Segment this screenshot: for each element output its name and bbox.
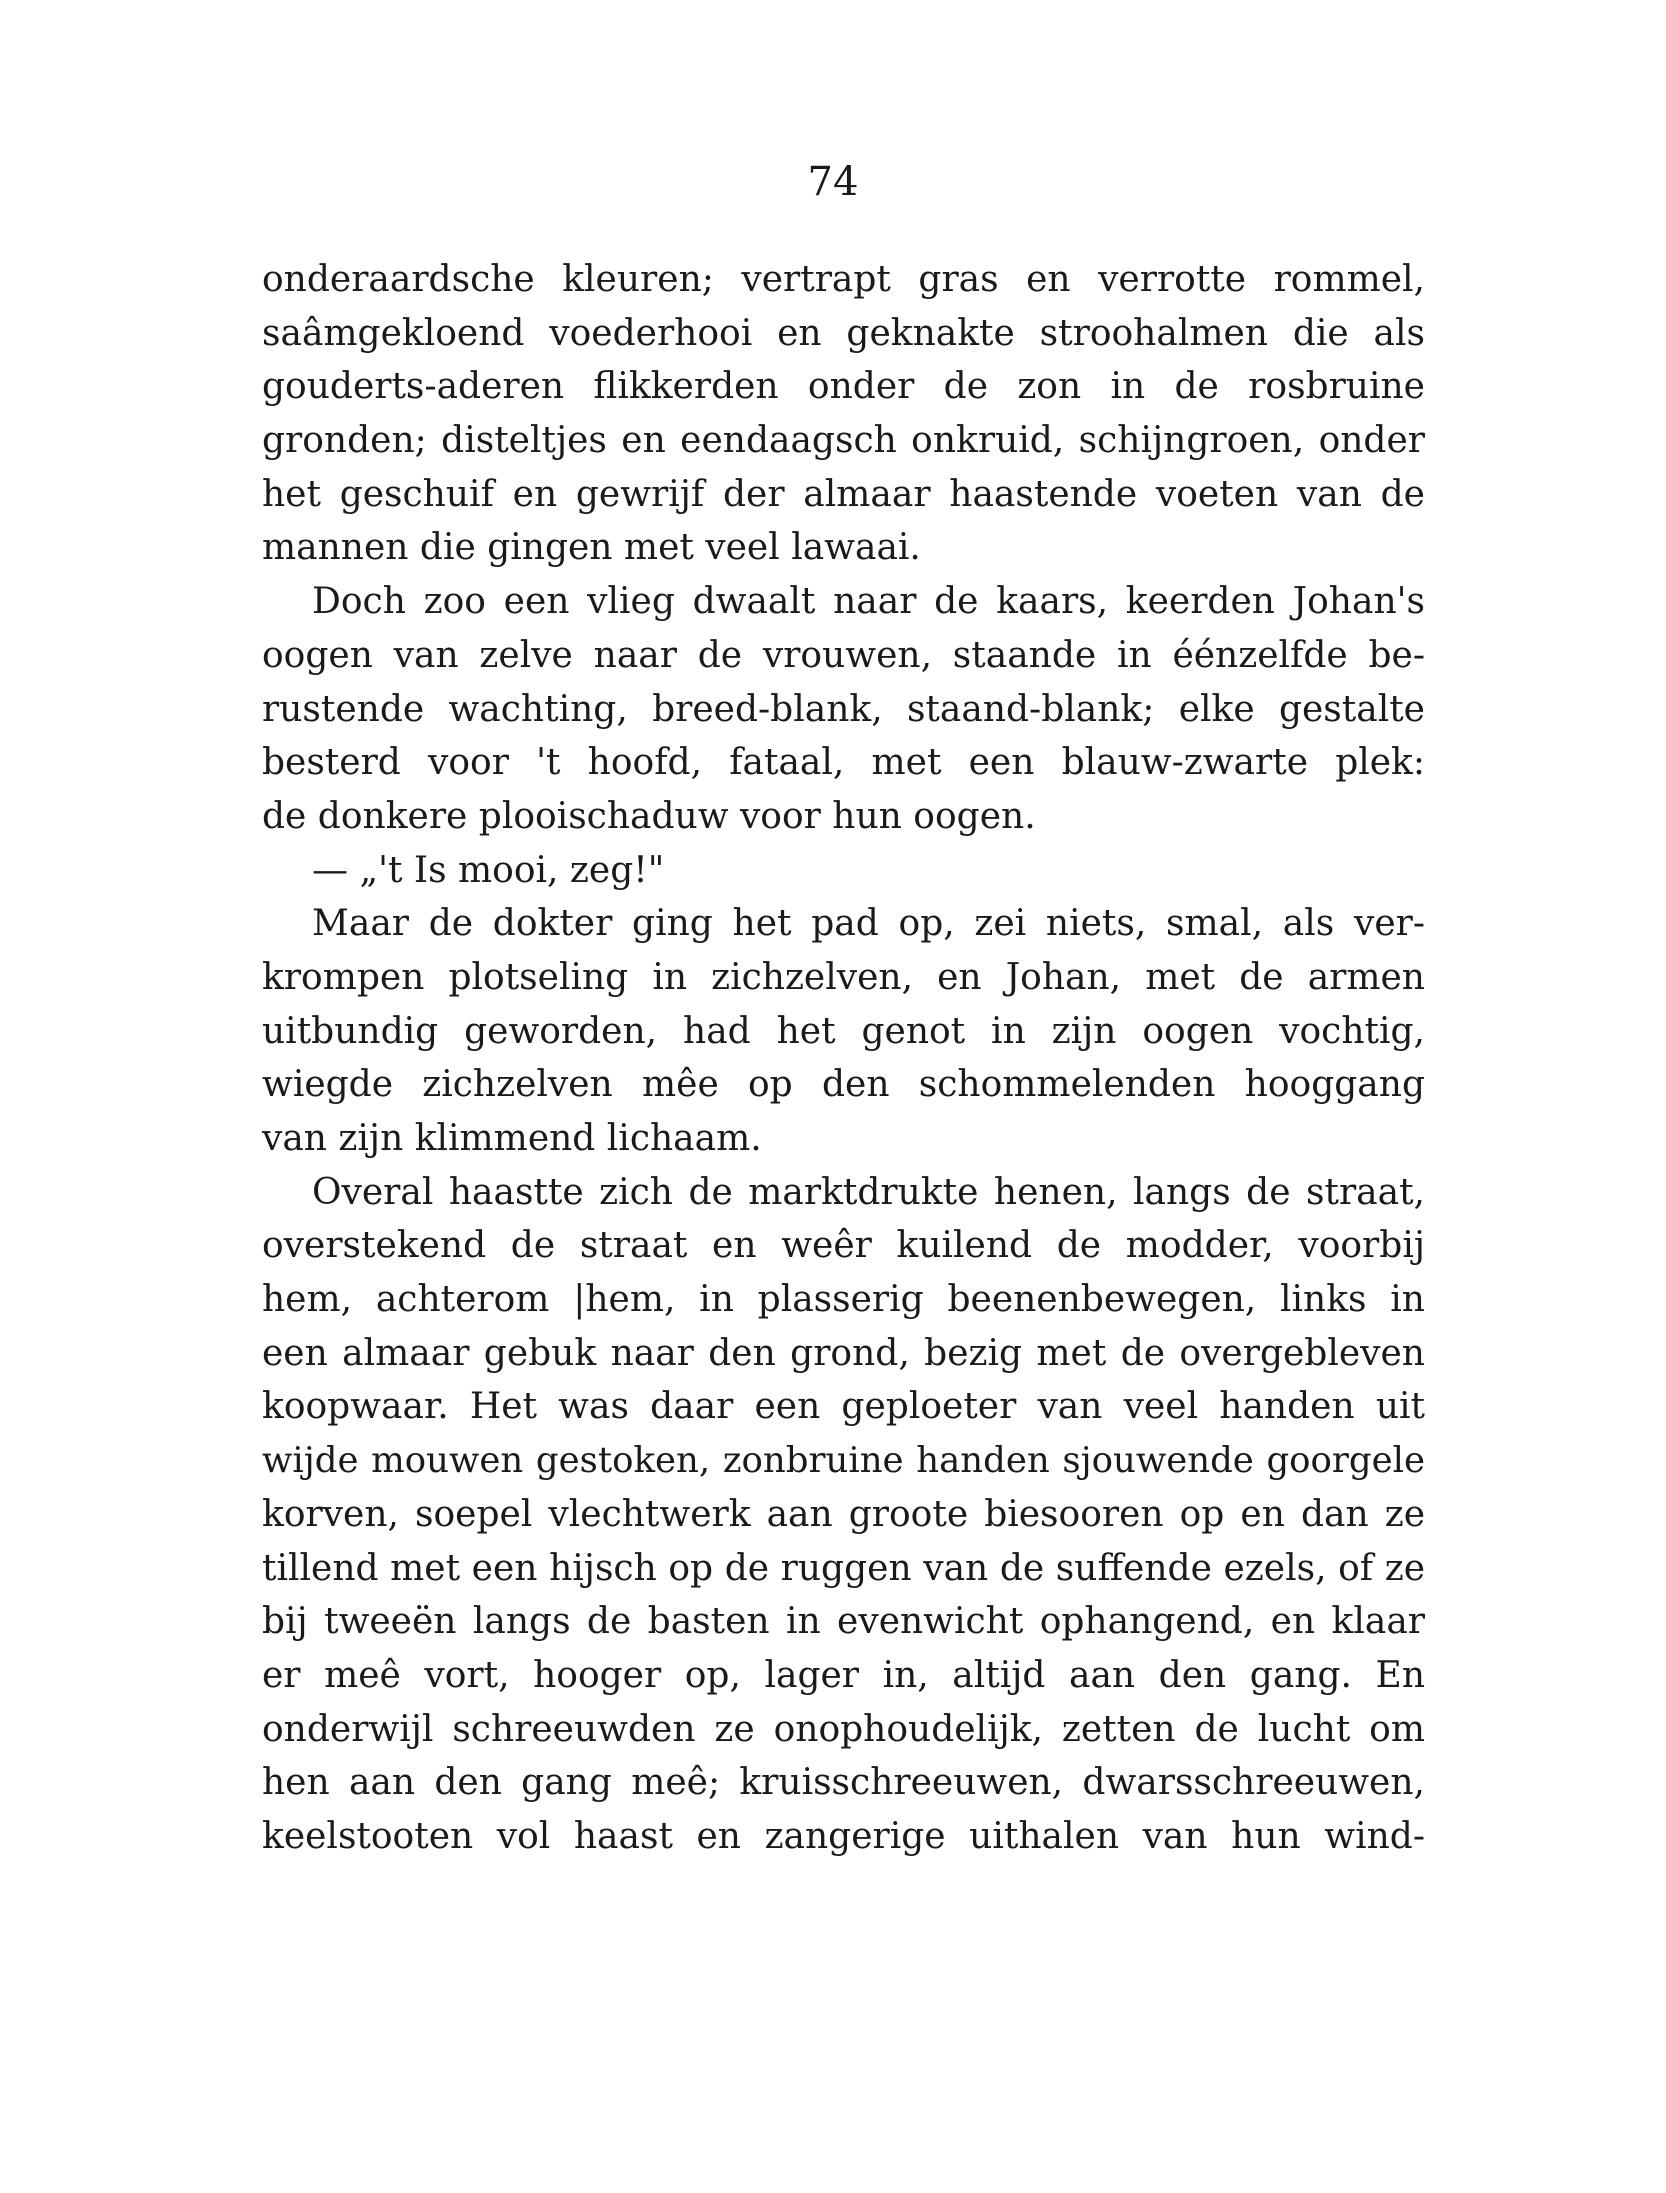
- text-line: krompen plotseling in zichzelven, en Johan, met de armen: [262, 956, 1425, 998]
- text-line: bij tweeën langs de basten in evenwicht ophangend, en klaar: [262, 1601, 1425, 1643]
- text-line: hen aan den gang meê; kruisschreeuwen, dwarsschreeuwen,: [262, 1762, 1425, 1804]
- text-line: tillend met een hijsch op de ruggen van de suffende ezels, of ze: [262, 1547, 1425, 1589]
- text-line: overstekend de straat en weêr kuilend de modder, voorbij: [262, 1225, 1425, 1267]
- text-line: onderwijl schreeuwden ze onophoudelijk, zetten de lucht om: [262, 1708, 1425, 1750]
- text-line: wijde mouwen gestoken, zonbruine handen sjouwende goorgele: [262, 1440, 1425, 1482]
- text-line: het geschuif en gewrijf der almaar haastende voeten van de: [262, 473, 1425, 515]
- text-line: hem, achterom |hem, in plasserig beenenbewegen, links in: [262, 1279, 1425, 1321]
- text-line: — „'t Is mooi, zeg!": [312, 849, 665, 891]
- text-line: Overal haastte zich de marktdrukte henen, langs de straat,: [312, 1171, 1425, 1213]
- text-line: oogen van zelve naar de vrouwen, staande in éénzelfde be-: [262, 634, 1425, 676]
- text-line: besterd voor 't hoofd, fataal, met een blauw-zwarte plek:: [262, 742, 1425, 784]
- text-line: een almaar gebuk naar den grond, bezig met de overgebleven: [262, 1332, 1425, 1374]
- text-line: wiegde zichzelven mêe op den schommelenden hooggang: [262, 1064, 1425, 1106]
- text-line: Doch zoo een vlieg dwaalt naar de kaars, keerden Johan's: [312, 581, 1425, 623]
- text-line: keelstooten vol haast en zangerige uithalen van hun wind-: [262, 1815, 1425, 1857]
- text-line: rustende wachting, breed-blank, staand-blank; elke gestalte: [262, 688, 1425, 730]
- text-line: onderaardsche kleuren; vertrapt gras en verrotte rommel,: [262, 259, 1425, 300]
- text-line: Maar de dokter ging het pad op, zei niets, smal, als ver-: [312, 903, 1425, 945]
- body-text: [262, 253, 1425, 1864]
- text-line: er meê vort, hooger op, lager in, altijd aan den gang. En: [262, 1654, 1425, 1696]
- text-line: koopwaar. Het was daar een geploeter van veel handen uit: [262, 1386, 1425, 1428]
- text-line: de donkere plooischaduw voor hun oogen.: [262, 795, 1036, 837]
- page-number: 74: [807, 159, 859, 205]
- text-line: korven, soepel vlechtwerk aan groote biesooren op en dan ze: [262, 1493, 1425, 1535]
- text-line: saâmgekloend voederhooi en geknakte stroohalmen die als: [262, 312, 1425, 354]
- text-line: gronden; disteltjes en eendaagsch onkruid, schijngroen, onder: [262, 420, 1425, 462]
- text-line: uitbundig geworden, had het genot in zijn oogen vochtig,: [262, 1010, 1425, 1052]
- text-line: van zijn klimmend lichaam.: [262, 1118, 762, 1159]
- text-line: gouderts-aderen flikkerden onder de zon in de rosbruine: [262, 366, 1425, 408]
- text-line: mannen die gingen met veel lawaai.: [262, 527, 921, 569]
